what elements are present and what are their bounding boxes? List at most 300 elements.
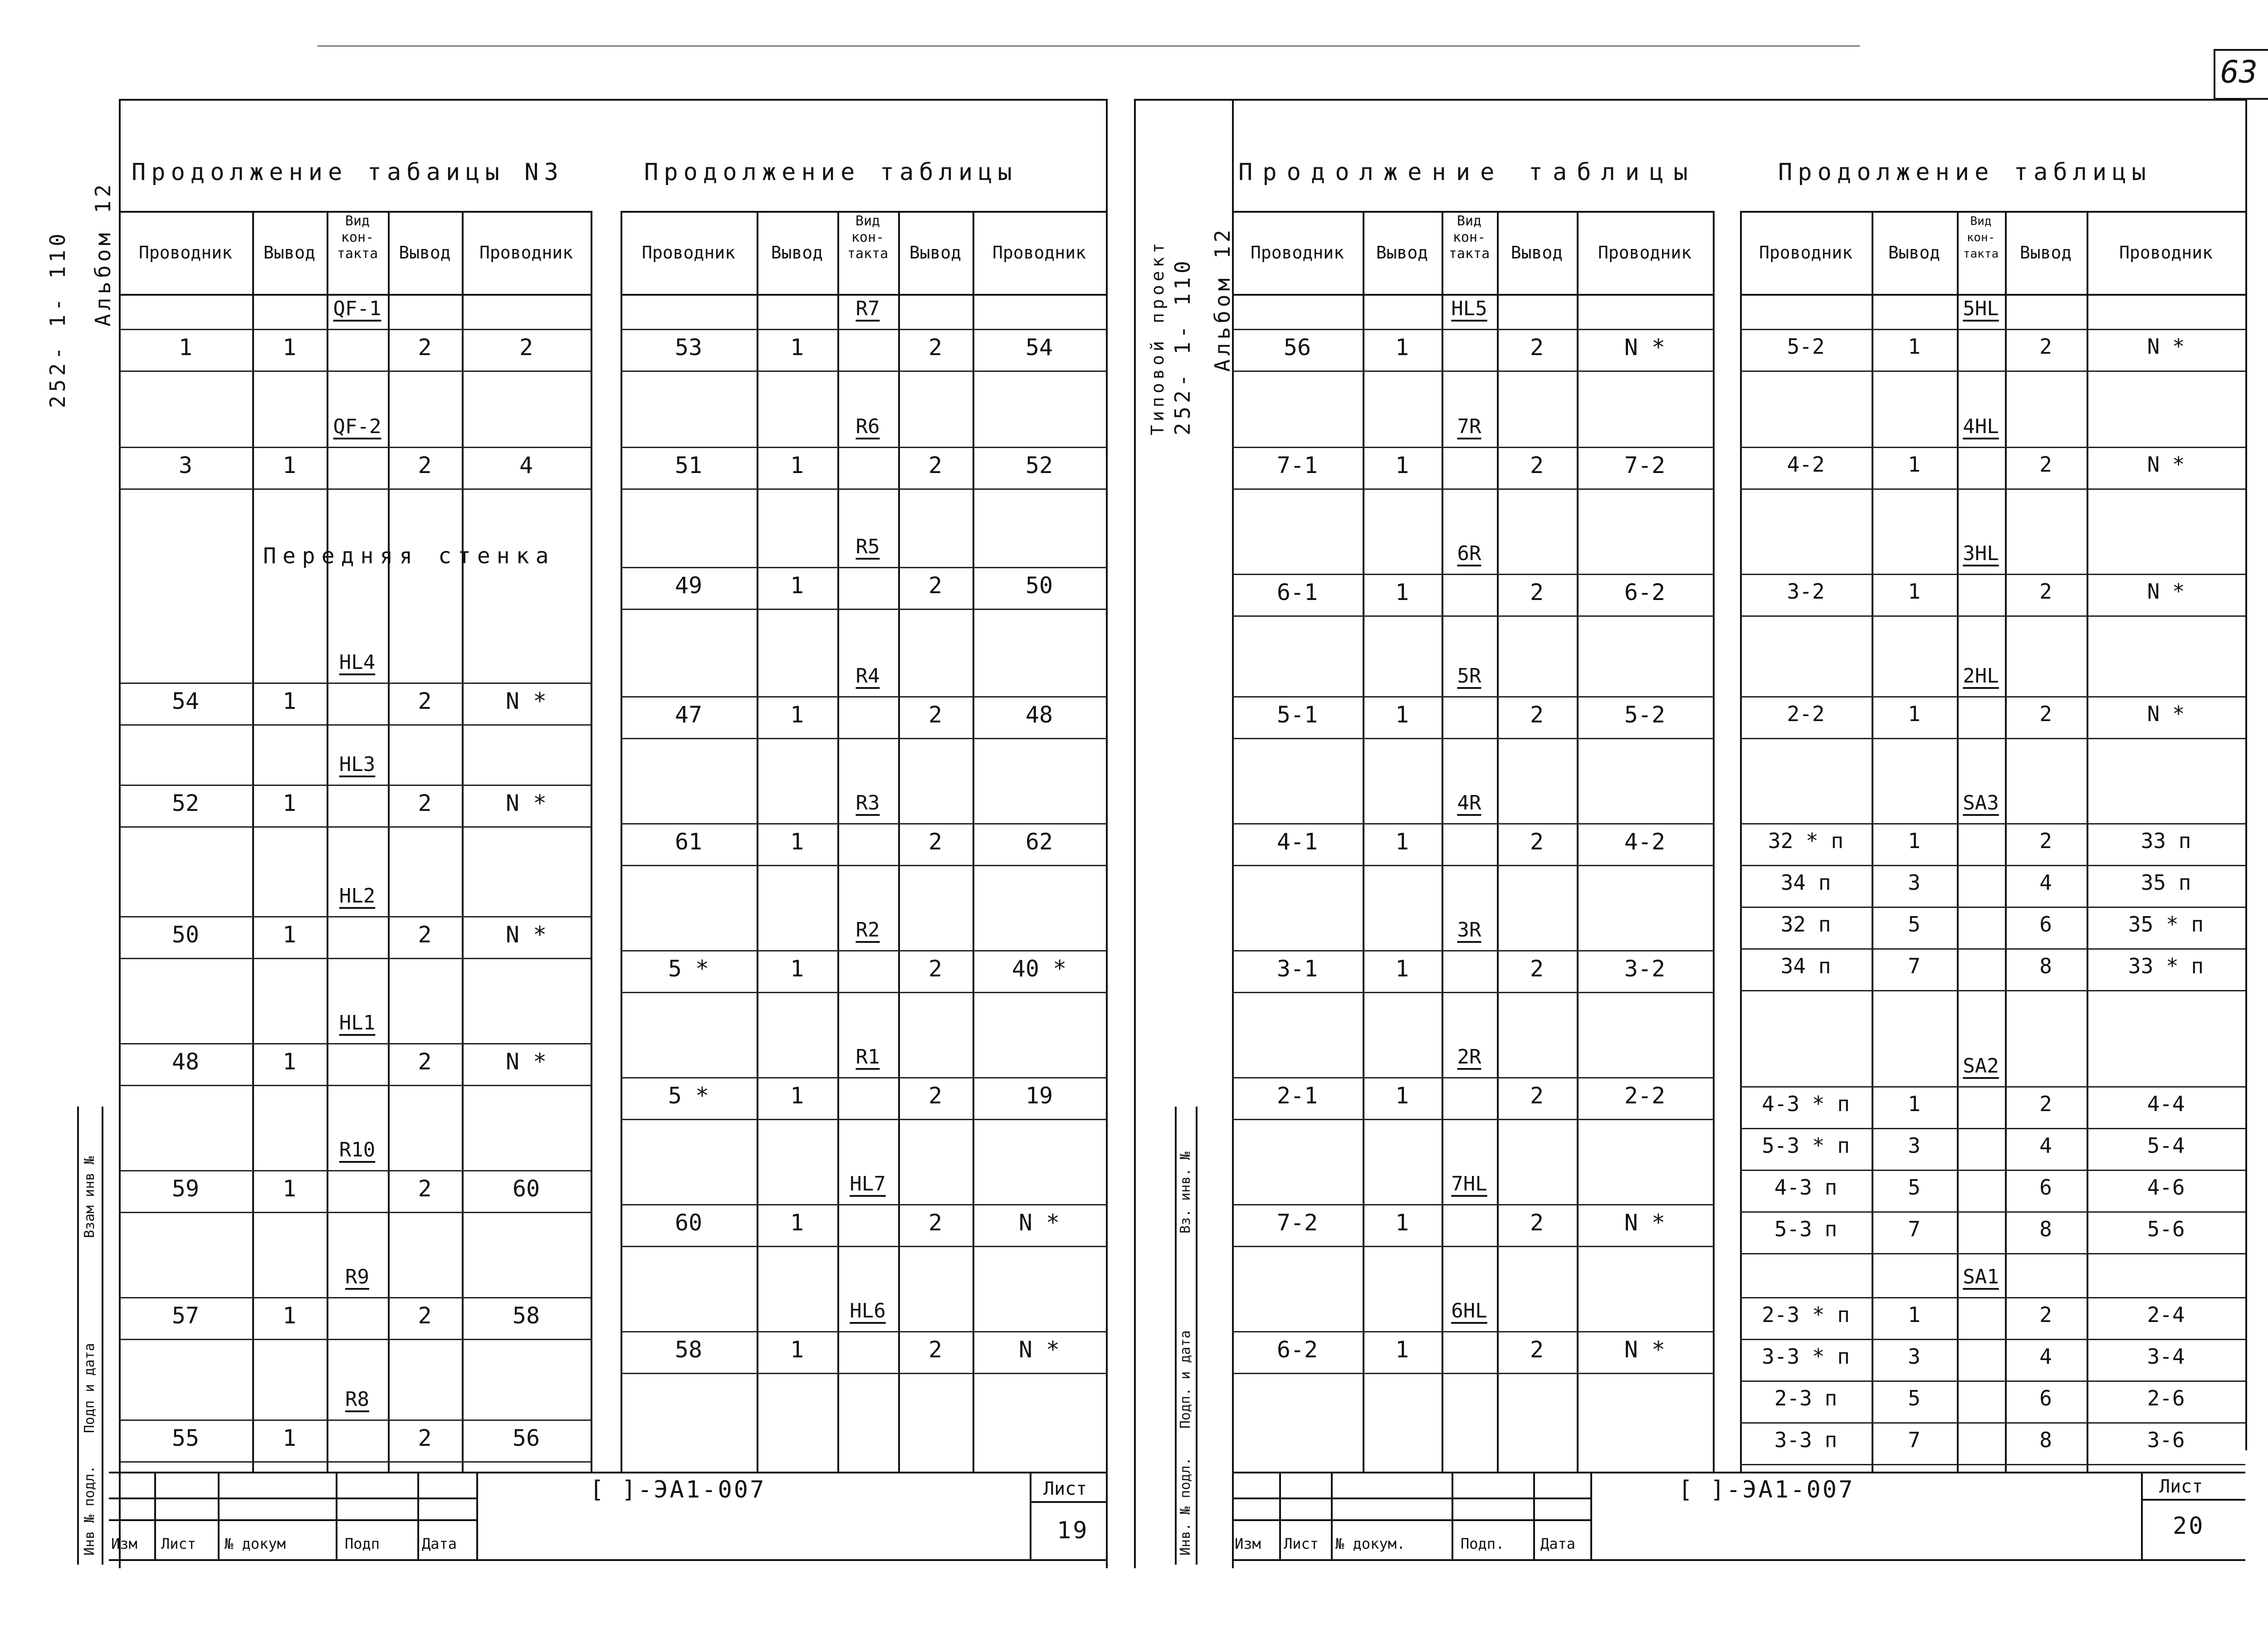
row-divider bbox=[119, 785, 591, 786]
output-out: 2 bbox=[418, 1049, 432, 1075]
stamp-mid bbox=[1232, 1519, 1590, 1521]
output-out: 2 bbox=[928, 1083, 943, 1109]
left-spine-project: 252- 1- 110 bbox=[45, 230, 70, 408]
conductor-to: N * bbox=[2147, 452, 2185, 477]
conductor-to: N * bbox=[505, 922, 547, 948]
output-out: 6 bbox=[2039, 912, 2052, 937]
col-line bbox=[462, 211, 464, 1472]
stamp-col bbox=[1279, 1472, 1281, 1559]
row-divider bbox=[1740, 865, 2245, 866]
conductor-to: N * bbox=[1624, 334, 1666, 361]
conductor-to: N * bbox=[1018, 1336, 1060, 1363]
conductor-to: 52 bbox=[1025, 452, 1053, 478]
right-table-1-title: Продолжение таблицы bbox=[1238, 159, 1698, 186]
right-spine-album: Альбом 12 bbox=[1210, 226, 1235, 372]
contact-type-label: 7HL bbox=[1451, 1172, 1487, 1195]
output-in: 1 bbox=[1908, 1092, 1921, 1116]
contact-type-label: HL5 bbox=[1451, 297, 1487, 320]
stamp-sheet-line bbox=[2141, 1499, 2245, 1501]
stamp-col-change: Изм bbox=[1235, 1535, 1261, 1552]
contact-type-label: HL1 bbox=[339, 1011, 376, 1034]
output-in: 1 bbox=[282, 452, 297, 478]
right-side-label-sign: Подп. и дата bbox=[1178, 1330, 1193, 1429]
conductor-to: 3-4 bbox=[2147, 1344, 2185, 1369]
header-contact-type: Вид кон-такта bbox=[847, 213, 889, 262]
left-side-label-repl: Взам инв № bbox=[82, 1156, 98, 1238]
stamp-bottom bbox=[109, 1559, 1106, 1561]
right-spine-project: 252- 1- 110 bbox=[1170, 257, 1195, 435]
row-divider bbox=[1740, 1297, 2245, 1298]
row-divider bbox=[1740, 696, 2245, 697]
output-out: 2 bbox=[1530, 1336, 1544, 1363]
header-bottom bbox=[1740, 294, 2245, 296]
contact-type-label: R7 bbox=[855, 297, 880, 320]
contact-type-label: R3 bbox=[855, 791, 880, 815]
header-output: Вывод bbox=[909, 243, 962, 263]
conductor-from: 56 bbox=[1283, 334, 1311, 361]
output-out: 2 bbox=[1530, 829, 1544, 855]
conductor-to: 2-2 bbox=[1624, 1083, 1666, 1109]
output-out: 2 bbox=[418, 790, 432, 816]
output-in: 1 bbox=[790, 1336, 804, 1363]
contact-type-label: R5 bbox=[855, 535, 880, 558]
output-in: 1 bbox=[282, 1425, 297, 1451]
row-divider bbox=[119, 371, 591, 372]
row-divider bbox=[1740, 1128, 2245, 1129]
conductor-to: 2 bbox=[519, 334, 533, 361]
output-in: 1 bbox=[282, 790, 297, 816]
conductor-from: 59 bbox=[171, 1176, 200, 1202]
header-output: Вывод bbox=[2019, 243, 2072, 263]
output-in: 1 bbox=[282, 1176, 297, 1202]
conductor-from: 7-1 bbox=[1276, 452, 1318, 478]
output-in: 1 bbox=[1395, 579, 1409, 605]
stamp-col-sheet: Лист bbox=[1284, 1535, 1319, 1552]
row-divider bbox=[1232, 574, 1713, 575]
header-contact-type: Вид кон-такта bbox=[1448, 213, 1490, 262]
row-divider bbox=[1740, 1253, 2245, 1254]
output-in: 1 bbox=[1395, 829, 1409, 855]
row-divider bbox=[621, 738, 1106, 739]
row-divider bbox=[1740, 447, 2245, 448]
stamp-col-sign: Подп. bbox=[1461, 1535, 1505, 1552]
output-out: 2 bbox=[928, 1336, 943, 1363]
output-out: 2 bbox=[418, 1425, 432, 1451]
left-side-label-inv: Инв № подл. bbox=[82, 1465, 98, 1556]
row-divider bbox=[1232, 488, 1713, 490]
conductor-to: 4-2 bbox=[1624, 829, 1666, 855]
row-divider bbox=[1232, 950, 1713, 951]
output-in: 5 bbox=[1908, 1386, 1921, 1410]
stamp-code: [ ]-ЭА1-007 bbox=[590, 1476, 766, 1503]
output-in: 3 bbox=[1908, 1133, 1921, 1158]
header-output: Вывод bbox=[263, 243, 316, 263]
conductor-to: N * bbox=[505, 688, 547, 714]
conductor-from: 50 bbox=[171, 922, 200, 948]
stamp-col-sign: Подп bbox=[345, 1535, 380, 1552]
output-in: 1 bbox=[1908, 334, 1921, 359]
output-out: 6 bbox=[2039, 1175, 2052, 1200]
output-in: 1 bbox=[790, 1210, 804, 1236]
output-in: 1 bbox=[1395, 1336, 1409, 1363]
row-divider bbox=[1232, 1077, 1713, 1078]
stamp-mid bbox=[109, 1497, 476, 1499]
row-divider bbox=[621, 992, 1106, 993]
stamp-col bbox=[1452, 1472, 1453, 1559]
row-divider bbox=[621, 609, 1106, 610]
output-out: 2 bbox=[1530, 1083, 1544, 1109]
output-in: 1 bbox=[1395, 1210, 1409, 1236]
row-divider bbox=[1740, 488, 2245, 490]
output-out: 2 bbox=[928, 1210, 943, 1236]
row-divider bbox=[1740, 574, 2245, 575]
conductor-to: 2-4 bbox=[2147, 1302, 2185, 1327]
conductor-to: 56 bbox=[512, 1425, 540, 1451]
conductor-from: 3-3 * п bbox=[1762, 1344, 1850, 1369]
output-in: 1 bbox=[1395, 1083, 1409, 1109]
output-in: 1 bbox=[790, 956, 804, 982]
header-conductor: Проводник bbox=[1759, 243, 1853, 263]
output-out: 8 bbox=[2039, 954, 2052, 978]
contact-type-label: HL4 bbox=[339, 651, 376, 674]
row-divider bbox=[1232, 696, 1713, 697]
left-page-top-border bbox=[119, 99, 1108, 101]
conductor-from: 47 bbox=[675, 702, 703, 728]
row-divider bbox=[119, 1085, 591, 1086]
row-divider bbox=[1232, 1204, 1713, 1205]
header-conductor: Проводник bbox=[479, 243, 573, 263]
col-line bbox=[388, 211, 390, 1472]
stamp-col-docnum: № докум. bbox=[1335, 1535, 1406, 1552]
header-top bbox=[1740, 211, 2245, 213]
conductor-from: 51 bbox=[675, 452, 703, 478]
row-divider bbox=[1232, 1331, 1713, 1332]
output-in: 1 bbox=[1395, 334, 1409, 361]
conductor-to: 50 bbox=[1025, 572, 1053, 599]
row-divider bbox=[1232, 865, 1713, 866]
conductor-to: N * bbox=[1624, 1210, 1666, 1236]
conductor-from: 34 п bbox=[1780, 870, 1831, 895]
conductor-from: 4-3 п bbox=[1774, 1175, 1838, 1200]
contact-type-label: HL7 bbox=[850, 1172, 886, 1195]
contact-type-label: QF-2 bbox=[333, 415, 381, 438]
output-in: 1 bbox=[282, 334, 297, 361]
conductor-from: 53 bbox=[675, 334, 703, 361]
row-divider bbox=[119, 683, 591, 684]
conductor-from: 7-2 bbox=[1276, 1210, 1318, 1236]
stamp-col-date: Дата bbox=[422, 1535, 457, 1552]
row-divider bbox=[1740, 948, 2245, 950]
row-divider bbox=[621, 696, 1106, 697]
output-out: 8 bbox=[2039, 1217, 2052, 1241]
row-divider bbox=[621, 371, 1106, 372]
row-divider bbox=[1740, 990, 2245, 991]
output-in: 1 bbox=[1908, 579, 1921, 604]
row-divider bbox=[119, 958, 591, 959]
row-divider bbox=[1232, 615, 1713, 617]
output-out: 2 bbox=[418, 452, 432, 478]
contact-type-label: SA1 bbox=[1963, 1265, 1999, 1288]
stamp-col bbox=[476, 1472, 478, 1559]
stamp-col bbox=[417, 1472, 419, 1559]
conductor-to: 3-2 bbox=[1624, 956, 1666, 982]
row-divider bbox=[621, 1077, 1106, 1078]
conductor-from: 48 bbox=[171, 1049, 200, 1075]
conductor-from: 1 bbox=[178, 334, 193, 361]
conductor-from: 4-1 bbox=[1276, 829, 1318, 855]
output-in: 1 bbox=[282, 1302, 297, 1329]
side-strip-line bbox=[102, 1107, 103, 1565]
header-output: Вывод bbox=[1888, 243, 1941, 263]
row-divider bbox=[119, 826, 591, 828]
row-divider bbox=[621, 447, 1106, 448]
row-divider bbox=[1740, 1380, 2245, 1382]
output-out: 2 bbox=[1530, 702, 1544, 728]
conductor-from: 6-1 bbox=[1276, 579, 1318, 605]
row-divider bbox=[1740, 329, 2245, 330]
conductor-to: N * bbox=[1624, 1336, 1666, 1363]
right-side-label-repl: Вз. инв. № bbox=[1178, 1151, 1193, 1234]
output-out: 2 bbox=[418, 922, 432, 948]
output-in: 1 bbox=[790, 702, 804, 728]
output-out: 2 bbox=[928, 572, 943, 599]
contact-type-label: SA2 bbox=[1963, 1054, 1999, 1078]
row-divider bbox=[621, 1331, 1106, 1332]
conductor-to: 4-6 bbox=[2147, 1175, 2185, 1200]
contact-type-label: HL6 bbox=[850, 1299, 886, 1322]
output-out: 2 bbox=[928, 452, 943, 478]
left-page-left-border bbox=[119, 99, 121, 1568]
contact-type-label: R9 bbox=[345, 1265, 369, 1288]
output-out: 2 bbox=[1530, 579, 1544, 605]
side-strip-line bbox=[1175, 1107, 1177, 1565]
conductor-to: 33 * п bbox=[2128, 954, 2204, 978]
output-out: 2 bbox=[2039, 452, 2052, 477]
conductor-from: 55 bbox=[171, 1425, 200, 1451]
conductor-to: N * bbox=[2147, 702, 2185, 726]
contact-type-label: SA3 bbox=[1963, 791, 1999, 815]
output-in: 7 bbox=[1908, 1428, 1921, 1452]
output-out: 2 bbox=[1530, 1210, 1544, 1236]
row-divider bbox=[621, 1204, 1106, 1205]
contact-type-label: 3R bbox=[1457, 918, 1481, 941]
header-conductor: Проводник bbox=[642, 243, 735, 263]
header-conductor: Проводник bbox=[992, 243, 1086, 263]
conductor-from: 5-3 * п bbox=[1762, 1133, 1850, 1158]
output-in: 1 bbox=[282, 922, 297, 948]
conductor-from: 61 bbox=[675, 829, 703, 855]
conductor-to: 58 bbox=[512, 1302, 540, 1329]
col-line bbox=[252, 211, 254, 1472]
conductor-from: 32 * п bbox=[1768, 829, 1844, 853]
row-divider bbox=[119, 1043, 591, 1044]
contact-type-label: R1 bbox=[855, 1045, 880, 1068]
row-divider bbox=[1740, 738, 2245, 739]
right-page-top-border bbox=[1134, 99, 2245, 101]
stamp-col-change: Изм bbox=[111, 1535, 137, 1552]
conductor-to: 4 bbox=[519, 452, 533, 478]
left-table-2-title: Продолжение таблицы bbox=[644, 159, 1017, 186]
left-table-1-header-top bbox=[119, 211, 591, 213]
contact-type-label: 3HL bbox=[1963, 542, 1999, 565]
left-page-right-border bbox=[1106, 99, 1108, 1568]
conductor-from: 57 bbox=[171, 1302, 200, 1329]
output-out: 4 bbox=[2039, 1344, 2052, 1369]
output-in: 3 bbox=[1908, 870, 1921, 895]
row-divider bbox=[621, 865, 1106, 866]
row-divider bbox=[119, 488, 591, 490]
conductor-from: 4-3 * п bbox=[1762, 1092, 1850, 1116]
output-out: 2 bbox=[418, 688, 432, 714]
row-divider bbox=[119, 329, 591, 330]
output-in: 1 bbox=[790, 829, 804, 855]
stamp-code: [ ]-ЭА1-007 bbox=[1678, 1476, 1855, 1503]
contact-type-label: HL2 bbox=[339, 884, 376, 907]
contact-type-label: R10 bbox=[339, 1138, 376, 1161]
conductor-from: 4-2 bbox=[1787, 452, 1825, 477]
stamp-col-sheet: Лист bbox=[161, 1535, 196, 1552]
row-divider bbox=[1232, 329, 1713, 330]
conductor-from: 2-3 п bbox=[1774, 1386, 1838, 1410]
conductor-from: 3-2 bbox=[1787, 579, 1825, 604]
conductor-to: 5-2 bbox=[1624, 702, 1666, 728]
header-bottom bbox=[1232, 294, 1713, 296]
output-out: 2 bbox=[928, 334, 943, 361]
header-conductor: Проводник bbox=[1251, 243, 1344, 263]
conductor-to: N * bbox=[505, 790, 547, 816]
conductor-to: 19 bbox=[1025, 1083, 1053, 1109]
stamp-sheet-line bbox=[1030, 1501, 1106, 1503]
contact-type-label: QF-1 bbox=[333, 297, 381, 320]
output-out: 8 bbox=[2039, 1428, 2052, 1452]
top-rule bbox=[318, 45, 1860, 47]
row-divider bbox=[1740, 615, 2245, 617]
output-in: 5 bbox=[1908, 912, 1921, 937]
output-in: 1 bbox=[282, 1049, 297, 1075]
stamp-mid bbox=[109, 1519, 476, 1521]
stamp-col bbox=[218, 1472, 220, 1559]
conductor-from: 3 bbox=[178, 452, 193, 478]
contact-type-label: 4HL bbox=[1963, 415, 1999, 438]
output-in: 1 bbox=[1908, 452, 1921, 477]
output-out: 2 bbox=[2039, 1302, 2052, 1327]
row-divider bbox=[621, 950, 1106, 951]
row-divider bbox=[1232, 1373, 1713, 1374]
stamp-col bbox=[1590, 1472, 1592, 1559]
row-divider bbox=[119, 724, 591, 726]
conductor-to: 60 bbox=[512, 1176, 540, 1202]
header-conductor: Проводник bbox=[2119, 243, 2213, 263]
contact-type-label: 4R bbox=[1457, 791, 1481, 815]
output-in: 1 bbox=[1908, 702, 1921, 726]
conductor-from: 3-1 bbox=[1276, 956, 1318, 982]
row-divider bbox=[1232, 447, 1713, 448]
right-side-label-inv: Инв. № подл. bbox=[1178, 1457, 1193, 1556]
contact-type-label: 2HL bbox=[1963, 664, 1999, 688]
right-spine-type: Типовой проект bbox=[1148, 239, 1168, 435]
conductor-to: N * bbox=[1018, 1210, 1060, 1236]
output-in: 1 bbox=[1395, 702, 1409, 728]
row-divider bbox=[1232, 823, 1713, 824]
conductor-from: 60 bbox=[675, 1210, 703, 1236]
stamp-sheet-label: Лист bbox=[1043, 1478, 1087, 1499]
output-in: 3 bbox=[1908, 1344, 1921, 1369]
stamp-top bbox=[109, 1472, 1106, 1473]
conductor-to: 2-6 bbox=[2147, 1386, 2185, 1410]
conductor-from: 2-2 bbox=[1787, 702, 1825, 726]
output-out: 2 bbox=[1530, 452, 1544, 478]
left-spine-album: Альбом 12 bbox=[91, 180, 115, 327]
conductor-from: 54 bbox=[171, 688, 200, 714]
conductor-to: 62 bbox=[1025, 829, 1053, 855]
conductor-to: 6-2 bbox=[1624, 579, 1666, 605]
stamp-col bbox=[1533, 1472, 1535, 1559]
conductor-from: 49 bbox=[675, 572, 703, 599]
row-divider bbox=[621, 488, 1106, 490]
stamp-col bbox=[154, 1472, 156, 1559]
contact-type-label: R8 bbox=[345, 1388, 369, 1411]
header-output: Вывод bbox=[399, 243, 451, 263]
output-in: 1 bbox=[1908, 829, 1921, 853]
contact-type-label: 2R bbox=[1457, 1045, 1481, 1068]
right-page-left-border bbox=[1134, 99, 1136, 1568]
contact-type-label: HL3 bbox=[339, 753, 376, 776]
conductor-from: 3-3 п bbox=[1774, 1428, 1838, 1452]
stamp-bottom bbox=[1232, 1559, 2245, 1561]
conductor-to: N * bbox=[505, 1049, 547, 1075]
output-out: 2 bbox=[418, 1176, 432, 1202]
row-divider bbox=[1232, 371, 1713, 372]
conductor-to: 7-2 bbox=[1624, 452, 1666, 478]
conductor-to: 40 * bbox=[1012, 956, 1067, 982]
conductor-to: 54 bbox=[1025, 334, 1053, 361]
row-divider bbox=[621, 1373, 1106, 1374]
row-divider bbox=[1740, 907, 2245, 908]
header-output: Вывод bbox=[771, 243, 823, 263]
stamp-mid bbox=[1232, 1497, 1590, 1499]
left-side-label-sign: Подп и дата bbox=[82, 1343, 98, 1433]
stamp-col bbox=[336, 1472, 337, 1559]
row-divider bbox=[1740, 1422, 2245, 1424]
col-line bbox=[837, 211, 839, 1472]
output-out: 2 bbox=[418, 1302, 432, 1329]
row-divider bbox=[119, 447, 591, 448]
output-out: 2 bbox=[2039, 579, 2052, 604]
output-in: 1 bbox=[790, 452, 804, 478]
row-divider bbox=[621, 1246, 1106, 1247]
conductor-to: N * bbox=[2147, 579, 2185, 604]
output-in: 7 bbox=[1908, 954, 1921, 978]
contact-type-label: R4 bbox=[855, 664, 880, 688]
conductor-to: 5-4 bbox=[2147, 1133, 2185, 1158]
row-divider bbox=[621, 1119, 1106, 1120]
output-in: 1 bbox=[282, 688, 297, 714]
contact-type-label: 6HL bbox=[1451, 1299, 1487, 1322]
header-output: Вывод bbox=[1510, 243, 1563, 263]
row-divider bbox=[1740, 1464, 2245, 1465]
output-out: 2 bbox=[928, 956, 943, 982]
header-bottom bbox=[621, 294, 1106, 296]
left-table-1-header-bottom bbox=[119, 294, 591, 296]
conductor-from: 34 п bbox=[1780, 954, 1831, 978]
row-divider bbox=[1232, 738, 1713, 739]
output-in: 1 bbox=[790, 1083, 804, 1109]
page-number: 63 bbox=[2220, 54, 2258, 90]
output-out: 2 bbox=[2039, 829, 2052, 853]
output-out: 2 bbox=[418, 334, 432, 361]
right-table-2-title: Продолжение таблицы bbox=[1778, 159, 2151, 186]
conductor-to: 35 п bbox=[2141, 870, 2191, 895]
